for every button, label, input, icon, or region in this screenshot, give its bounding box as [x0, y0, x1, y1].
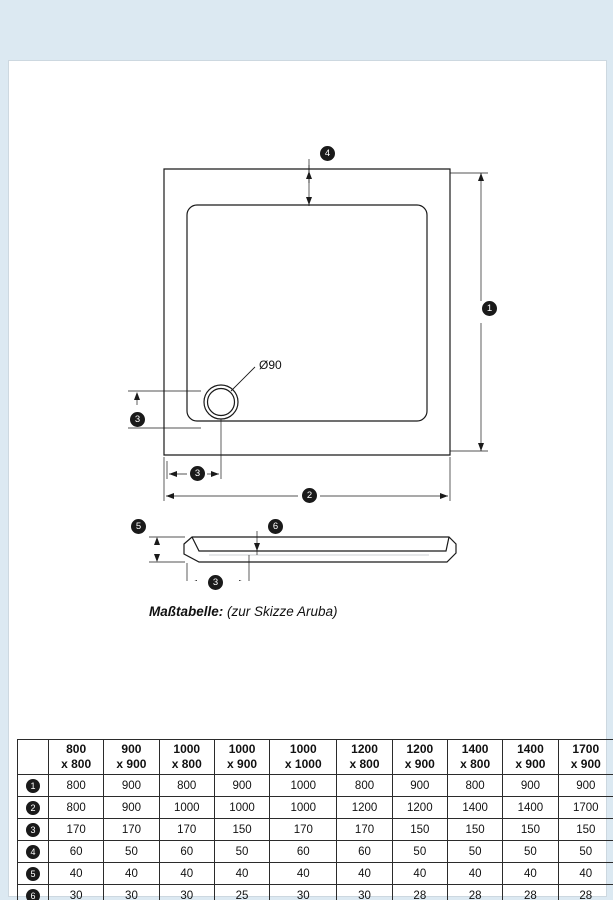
col-header: 1400 x 800: [447, 740, 502, 775]
callout-badge: 1: [26, 779, 40, 793]
cell: 1200: [392, 797, 447, 819]
col-header: 1000 x 1000: [270, 740, 337, 775]
cell: 1200: [337, 797, 392, 819]
callout-badge: 6: [26, 889, 40, 900]
dimension-table: [17, 739, 613, 900]
cell: 30: [270, 885, 337, 900]
cell: 170: [49, 819, 104, 841]
row-key: [18, 841, 49, 863]
cell: 40: [337, 863, 392, 885]
cell: 1400: [447, 797, 502, 819]
col-header: 1200 x 800: [337, 740, 392, 775]
row-key: [18, 863, 49, 885]
datasheet-panel: [8, 60, 607, 900]
col-header: 1400 x 900: [503, 740, 558, 775]
cell: 25: [214, 885, 269, 900]
col-header: 1700 x 900: [558, 740, 613, 775]
callout-badge: 4: [26, 845, 40, 859]
col-header: 900 x 900: [104, 740, 159, 775]
cell: 40: [159, 863, 214, 885]
cell: 40: [503, 863, 558, 885]
cell: 50: [558, 841, 613, 863]
cell: 150: [503, 819, 558, 841]
cell: 40: [214, 863, 269, 885]
table-caption-bold: Maßtabelle:: [149, 604, 224, 619]
cell: 30: [337, 885, 392, 900]
callout-badge: 2: [26, 801, 40, 815]
callout-badge: 3: [26, 823, 40, 837]
cell: 60: [270, 841, 337, 863]
cell: 28: [503, 885, 558, 900]
cell: 150: [447, 819, 502, 841]
cell: 30: [159, 885, 214, 900]
callout-5: 5: [131, 519, 146, 534]
table-caption: [149, 604, 338, 619]
cell: 28: [392, 885, 447, 900]
cell: 50: [392, 841, 447, 863]
cell: 900: [392, 775, 447, 797]
cell: 800: [159, 775, 214, 797]
cell: 900: [104, 775, 159, 797]
cell: 800: [337, 775, 392, 797]
cell: 1000: [270, 775, 337, 797]
cell: 40: [558, 863, 613, 885]
cell: 50: [447, 841, 502, 863]
callout-3a: 3: [130, 412, 145, 427]
row-key: [18, 819, 49, 841]
cell: 50: [214, 841, 269, 863]
callout-4: 4: [320, 146, 335, 161]
table-row: [18, 885, 613, 900]
cell: 1000: [214, 797, 269, 819]
cell: 1000: [159, 797, 214, 819]
table-caption-rest: (zur Skizze Aruba): [223, 604, 338, 619]
cell: 900: [214, 775, 269, 797]
row-key: [18, 797, 49, 819]
cell: 60: [49, 841, 104, 863]
cell: 28: [558, 885, 613, 900]
cell: 1400: [503, 797, 558, 819]
table-row: [18, 819, 613, 841]
technical-drawing: [9, 61, 606, 581]
callout-6: 6: [268, 519, 283, 534]
cell: 40: [49, 863, 104, 885]
cell: 40: [392, 863, 447, 885]
cell: 50: [503, 841, 558, 863]
row-key: [18, 775, 49, 797]
callout-badge: 5: [26, 867, 40, 881]
callout-3c: 3: [208, 575, 223, 590]
cell: 170: [104, 819, 159, 841]
table-row: [18, 797, 613, 819]
cell: 30: [104, 885, 159, 900]
col-header: 1000 x 900: [214, 740, 269, 775]
cell: 800: [49, 775, 104, 797]
cell: 150: [558, 819, 613, 841]
cell: 150: [214, 819, 269, 841]
col-header: 1000 x 800: [159, 740, 214, 775]
cell: 800: [49, 797, 104, 819]
header-corner: [18, 740, 49, 775]
cell: 170: [270, 819, 337, 841]
cell: 800: [447, 775, 502, 797]
drain-diameter-label: Ø90: [259, 358, 282, 372]
cell: 150: [392, 819, 447, 841]
cell: 30: [49, 885, 104, 900]
col-header: 800 x 800: [49, 740, 104, 775]
callout-1: 1: [482, 301, 497, 316]
cell: 60: [337, 841, 392, 863]
row-key: [18, 885, 49, 900]
cell: 900: [503, 775, 558, 797]
cell: 60: [159, 841, 214, 863]
cell: 40: [270, 863, 337, 885]
callout-2: 2: [302, 488, 317, 503]
table-row: [18, 863, 613, 885]
col-header: 1200 x 900: [392, 740, 447, 775]
cell: 40: [447, 863, 502, 885]
table-header-row: [18, 740, 613, 775]
table-row: [18, 775, 613, 797]
cell: 900: [104, 797, 159, 819]
cell: 900: [558, 775, 613, 797]
callout-3b: 3: [190, 466, 205, 481]
table-row: [18, 841, 613, 863]
cell: 50: [104, 841, 159, 863]
cell: 28: [447, 885, 502, 900]
cell: 1000: [270, 797, 337, 819]
cell: 40: [104, 863, 159, 885]
cell: 170: [159, 819, 214, 841]
cell: 1700: [558, 797, 613, 819]
cell: 170: [337, 819, 392, 841]
